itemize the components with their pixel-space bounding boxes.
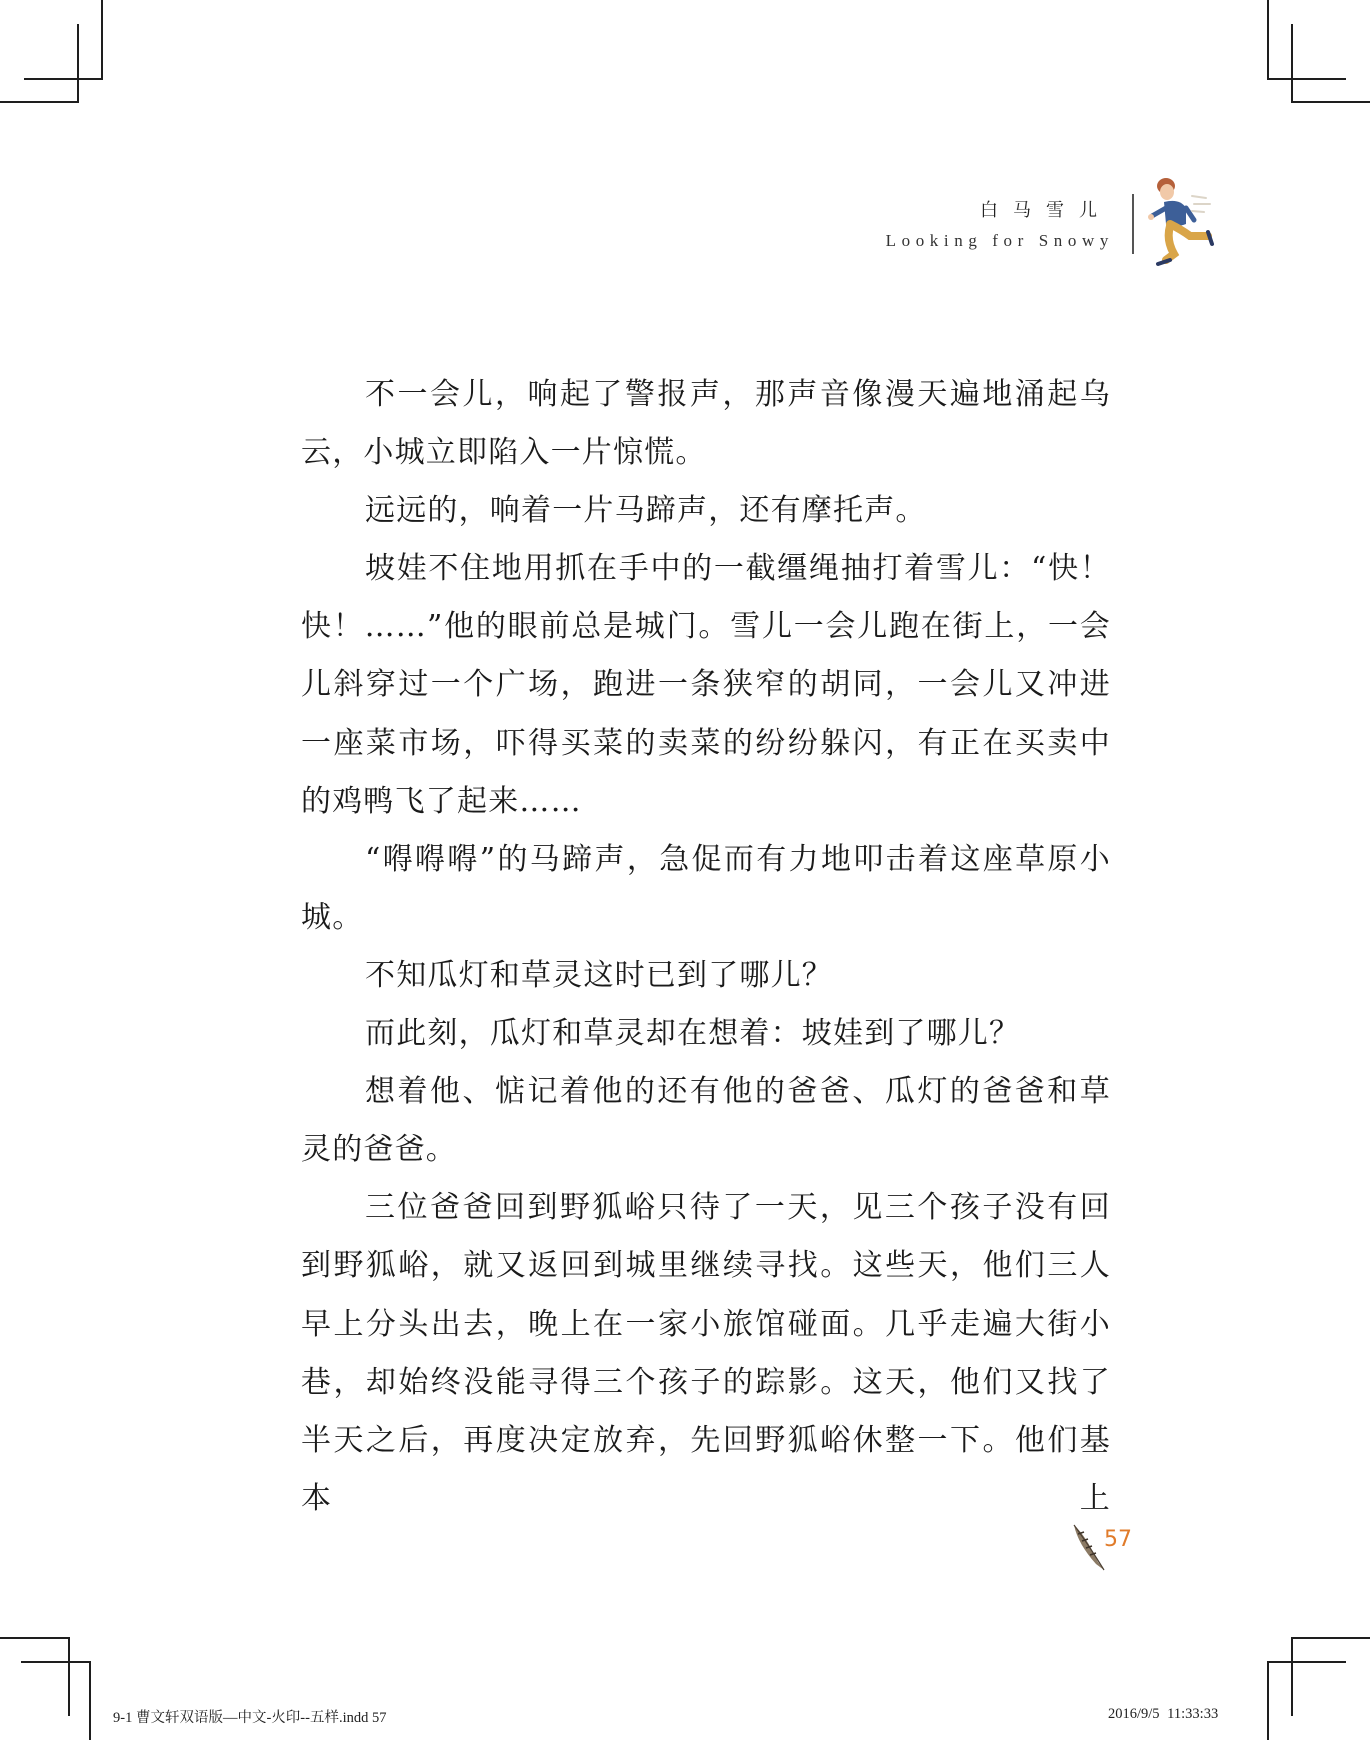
paragraph: 远远的，响着一片马蹄声，还有摩托声。: [365, 493, 927, 529]
paragraph: 而此刻，瓜灯和草灵却在想着：坡娃到了哪儿？: [365, 1016, 1021, 1052]
crop-mark-bottom-right: [1291, 1637, 1293, 1716]
slug-timestamp: 2016/9/5 11:33:33: [1108, 1706, 1219, 1722]
crop-mark-top-right: [1267, 78, 1346, 80]
crop-mark-top-left: [0, 101, 79, 103]
header-divider: [1132, 194, 1134, 254]
running-header-subtitle: Looking for Snowy: [885, 231, 1114, 250]
running-header-title: 白马雪儿: [980, 200, 1112, 221]
crop-mark-bottom-right: [1267, 1661, 1269, 1740]
crop-mark-bottom-right: [1267, 1661, 1346, 1663]
crop-mark-top-right: [1291, 24, 1293, 103]
paragraph: 不知瓜灯和草灵这时已到了哪儿？: [365, 957, 833, 993]
crop-mark-bottom-left: [68, 1637, 70, 1716]
crop-mark-top-right: [1291, 101, 1370, 103]
crop-mark-bottom-left: [89, 1661, 91, 1740]
crop-mark-bottom-right: [1291, 1637, 1370, 1639]
body-text: [301, 366, 1111, 1528]
paragraph: 三位爸爸回到野狐峪只待了一天，见三个孩子没有回到野狐峪，就又返回到城里继续寻找。这些天，他们三人早上分头出去，晚上在一家小旅馆碰面。几乎走遍大街小巷，却始终没能寻得三个孩子的踪影。这天，他们又找了半天之后，再度决定放弃，先回野狐峪休整一下。他们基本上: [301, 1190, 1111, 1516]
running-boy-icon: [1146, 174, 1226, 272]
paragraph: 想着他、惦记着他的还有他的爸爸、瓜灯的爸爸和草灵的爸爸。: [301, 1074, 1111, 1168]
crop-mark-top-right: [1267, 0, 1269, 80]
feather-icon: [1068, 1522, 1108, 1572]
crop-mark-top-left: [101, 0, 103, 80]
crop-mark-bottom-left: [0, 1637, 69, 1639]
paragraph: “嘚嘚嘚”的马蹄声，急促而有力地叩击着这座草原小城。: [301, 841, 1111, 935]
crop-mark-top-left: [77, 24, 79, 103]
crop-mark-top-left: [24, 78, 103, 80]
paragraph: 坡娃不住地用抓在手中的一截缰绳抽打着雪儿：“快！快！……”他的眼前总是城门。雪儿一会儿跑在街上，一会儿斜穿过一个广场，跑进一条狭窄的胡同，一会儿又冲进一座菜市场，吓得买菜的卖菜的纷纷躲闪，有正在买卖中的鸡鸭飞了起来……: [301, 551, 1111, 819]
crop-mark-bottom-left: [21, 1661, 90, 1663]
page-number: 57: [1104, 1527, 1132, 1552]
paragraph: 不一会儿，响起了警报声，那声音像漫天遍地涌起乌云，小城立即陷入一片惊慌。: [301, 377, 1111, 471]
slug-filename: 9-1 曹文轩双语版—中文-火印--五样.indd 57: [113, 1710, 387, 1726]
